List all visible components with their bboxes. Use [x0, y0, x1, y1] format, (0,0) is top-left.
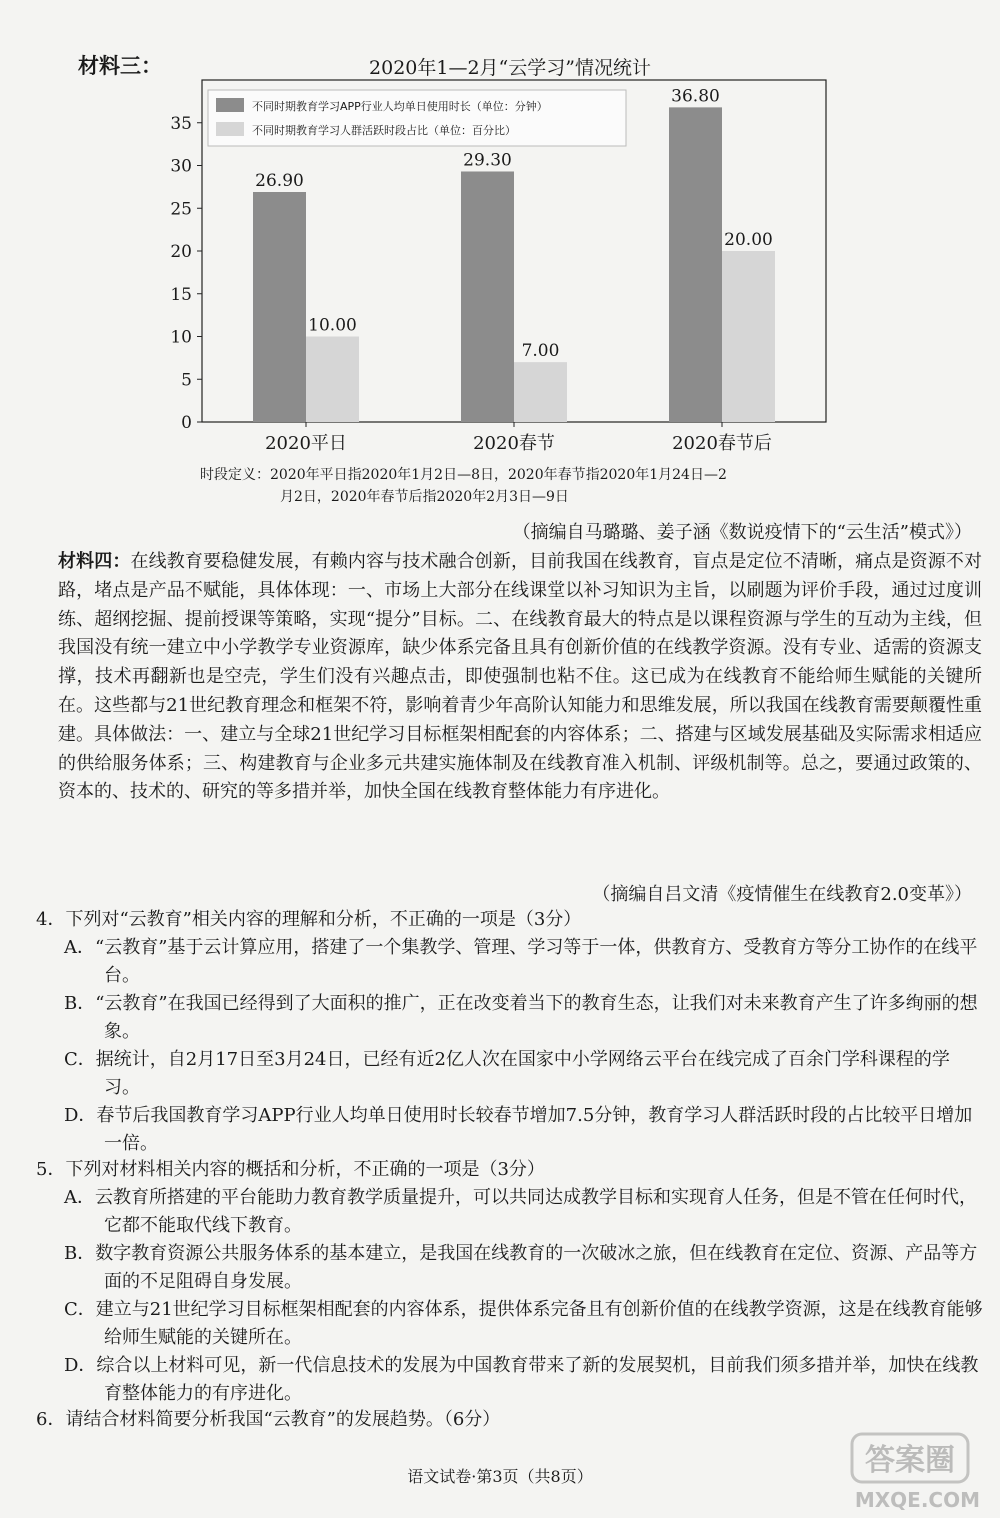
material-4-text: 在线教育要稳健发展，有赖内容与技术融合创新，目前我国在线教育，盲点是定位不清晰，痛点是资源不对路，堵点是产品不赋能，具体体现：一、市场上大部分在线课堂以补习知识为主旨，以刷题为评价手段，通过过度训练、超纲挖掘、提前授课等策略，实现“提分”目标。二、在线教育最大的特点是以课程资源与学生的互动为主线，但我国没有统一建立中小学教学专业资源库，缺少体系完备且具有创新价值的在线教学资源。没有专业、适需的资源支撑，技术再翻新也是空壳，学生们没有兴趣点击，即使强制也粘不住。这已成为在线教育不能给师生赋能的关键所在。这些都与21世纪教育理念和框架不符，影响着青少年高阶认知能力和思维发展，所以我国在线教育需要颠覆性重建。具体做法：一、建立与全球21世纪学习目标框架相配套的内容体系；二、搭建与区域发展基础及实际需求相适应的供给服务体系；三、构建教育与企业多元共建实施体制及在线教育准入机制、评级机制等。总之，要通过政策的、资本的、技术的、研究的等多措并举，加快全国在线教育整体能力有序进化。	[58, 551, 982, 803]
question-4-stem: 4．下列对“云教育”相关内容的理解和分析，不正确的一项是（3分）	[36, 909, 582, 930]
bar-value-label: 26.90	[255, 171, 304, 192]
question-5-option-d: D．综合以上材料可见，新一代信息技术的发展为中国教育带来了新的发展契机，目前我们须多措并举，加快在线教育整体能力的有序进化。	[64, 1355, 979, 1404]
question-4-option-a: A．“云教育”基于云计算应用，搭建了一个集教学、管理、学习等于一体，供教育方、受教育方等分工协作的在线平台。	[64, 937, 978, 986]
y-tick-label: 5	[181, 370, 192, 391]
question-4-option-d: D．春节后我国教育学习APP行业人均单日使用时长较春节增加7.5分钟，教育学习人群活跃时段的占比较平日增加一倍。	[64, 1105, 973, 1154]
bar	[461, 171, 514, 422]
bar-value-label: 20.00	[724, 230, 773, 250]
y-tick-label: 30	[170, 156, 192, 177]
question-5-option-c: C．建立与21世纪学习目标框架相配套的内容体系，提供体系完备且有创新价值的在线教学资源，这是在线教育能够给师生赋能的关键所在。	[64, 1299, 983, 1348]
bar	[253, 192, 306, 422]
material-3-label: 材料三：	[78, 53, 162, 78]
material-4-label: 材料四：	[58, 551, 131, 572]
legend-label: 不同时期教育学习人群活跃时段占比（单位：百分比）	[252, 124, 516, 137]
x-tick-label: 2020春节	[473, 433, 555, 454]
bar-value-label: 29.30	[463, 150, 512, 171]
question-6-stem: 6．请结合材料简要分析我国“云教育”的发展趋势。（6分）	[36, 1409, 501, 1430]
x-tick-label: 2020平日	[265, 433, 347, 454]
question-5-stem: 5．下列对材料相关内容的概括和分析，不正确的一项是（3分）	[36, 1159, 545, 1180]
page-footer: 语文试卷·第3页（共8页）	[407, 1467, 593, 1486]
bar	[669, 107, 722, 422]
watermark-logo-text: 答案圈	[865, 1443, 955, 1478]
question-4-option-c: C．据统计，自2月17日至3月24日，已经有近2亿人次在国家中小学网络云平台在线完成了百余门学科课程的学习。	[64, 1049, 950, 1098]
y-tick-label: 0	[181, 413, 192, 433]
chart-svg	[150, 54, 850, 474]
y-tick-label: 15	[170, 284, 192, 305]
y-tick-label: 20	[170, 242, 192, 262]
bar	[514, 362, 567, 422]
question-5-option-a: A．云教育所搭建的平台能助力教育教学质量提升，可以共同达成教学目标和实现育人任务，但是不管在任何时代，它都不能取代线下教育。	[64, 1187, 977, 1236]
legend-swatch	[216, 98, 244, 112]
material-3-source: （摘编自马璐璐、姜子涵《数说疫情下的“云生活”模式》）	[512, 522, 972, 543]
watermark-logo-icon	[850, 1430, 970, 1486]
question-5-option-b: B．数字教育资源公共服务体系的基本建立，是我国在线教育的一次破冰之旅，但在线教育在定位、资源、产品等方面的不足阻碍自身发展。	[64, 1243, 978, 1292]
y-tick-label: 25	[170, 199, 192, 220]
x-tick-label: 2020春节后	[672, 433, 772, 454]
bar-value-label: 7.00	[521, 341, 560, 362]
legend-swatch	[216, 122, 244, 136]
bar-value-label: 10.00	[308, 315, 357, 336]
bar	[306, 337, 359, 423]
material-4-source: （摘编自吕文清《疫情催生在线教育2.0变革》）	[592, 884, 972, 905]
watermark-caption: MXQE.COM	[854, 1488, 980, 1512]
y-tick-label: 10	[170, 327, 192, 348]
chart-period-definition	[200, 464, 840, 508]
bar-value-label: 36.80	[671, 86, 720, 107]
legend-box	[208, 90, 626, 146]
bar	[722, 251, 775, 422]
question-4-option-b: B．“云教育”在我国已经得到了大面积的推广，正在改变着当下的教育生态，让我们对未来教育产生了许多绚丽的想象。	[64, 993, 978, 1042]
legend-label: 不同时期教育学习APP行业人均单日使用时长（单位：分钟）	[252, 100, 548, 113]
bar-chart	[150, 54, 850, 474]
chart-title: 2020年1—2月“云学习”情况统计	[369, 57, 651, 79]
chart-note-line-2: 月2日，2020年春节后指2020年2月3日—9日	[280, 489, 569, 505]
chart-note-line-1: 时段定义：2020年平日指2020年1月2日—8日，2020年春节指2020年1月24日—2	[200, 467, 727, 483]
material-4-paragraph	[58, 548, 982, 807]
y-tick-label: 35	[170, 113, 192, 134]
